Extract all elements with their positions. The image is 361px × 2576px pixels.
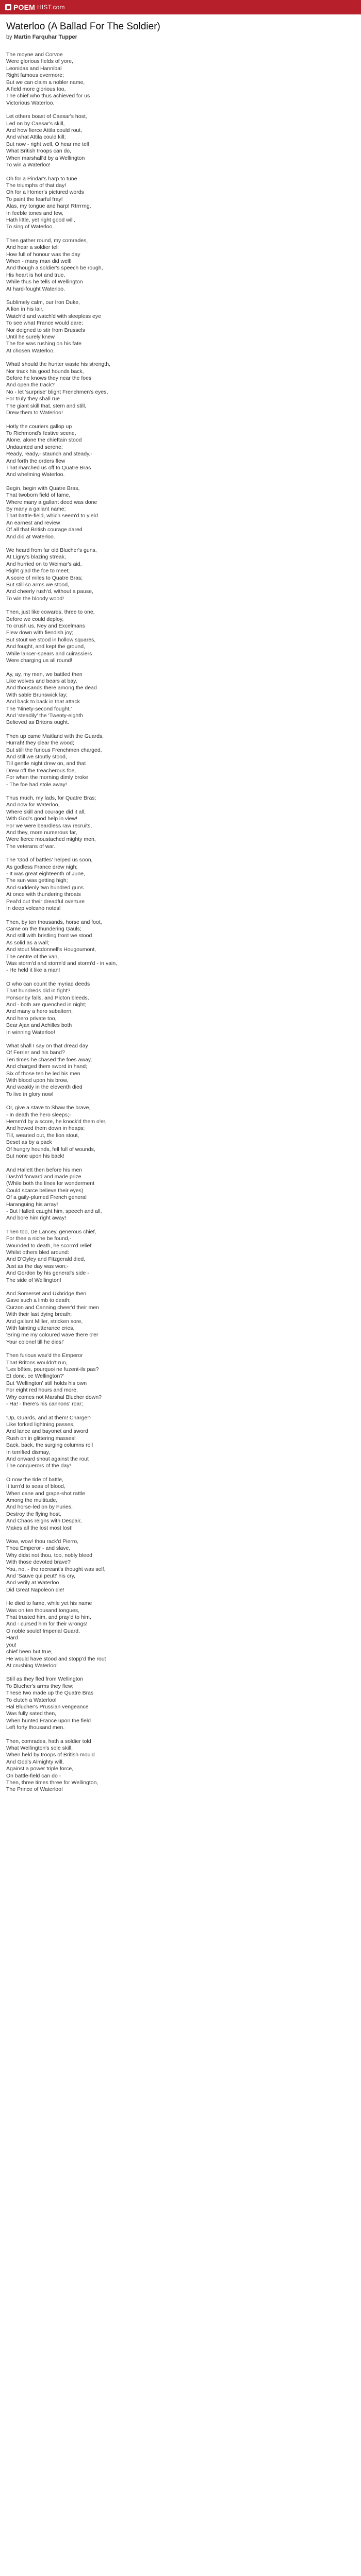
stanza bbox=[6, 1352, 355, 1408]
poem-line: Then up came Maitland with the Guards, bbox=[6, 733, 104, 739]
poem-line: Victorious Waterloo. bbox=[6, 99, 55, 106]
poem-line: What shall I say on that dread day bbox=[6, 1043, 88, 1049]
poem-line: And God's Almighty will, bbox=[6, 1758, 64, 1765]
poem-line: And 'steadily' the 'Twenty-eighth bbox=[6, 712, 84, 719]
poem-line: At chosen Waterloo. bbox=[6, 347, 55, 354]
poem-line: But we can claim a nobler name, bbox=[6, 79, 85, 86]
poem-line: Then furious wax'd the Emperor bbox=[6, 1352, 83, 1359]
poem-line: And open the track? bbox=[6, 382, 55, 388]
poem-line: And weakly in the eleventh died bbox=[6, 1084, 83, 1091]
poem-line: When held by troops of British mould bbox=[6, 1752, 95, 1758]
poem-line: And how fierce Attila could rout, bbox=[6, 127, 83, 134]
poem-line: 'Les bêtes, pourquoi ne fuzent-ils pas? bbox=[6, 1366, 99, 1373]
poem-line: Leonidas and Hannibal bbox=[6, 65, 62, 72]
poem-line: Oh for a Homer's pictured words bbox=[6, 189, 84, 196]
poem-line: - Ha! - there's his cannons' roar; bbox=[6, 1401, 83, 1408]
stanza bbox=[6, 1415, 355, 1470]
poem-line: And lance and bayonet and sword bbox=[6, 1428, 88, 1435]
poem-line: But none upon his back! bbox=[6, 1153, 64, 1160]
poem-line: The centre of the van, bbox=[6, 953, 59, 960]
poem-line: And they, more numerous far, bbox=[6, 829, 77, 836]
poem-line: Alas, my tongue and harp! Rtrrrrng, bbox=[6, 203, 91, 210]
poem-line: Watch'd and watch'd with sleepless eye bbox=[6, 313, 101, 319]
poem-line: Or, give a stave to Shaw the brave, bbox=[6, 1105, 91, 1111]
stanza bbox=[6, 733, 355, 788]
poem-line: That twoborn field of fame, bbox=[6, 492, 71, 499]
poem-line: Gave such a limb to death; bbox=[6, 1297, 71, 1304]
poem-line: With those devoted brave? bbox=[6, 1559, 71, 1566]
poem-line: Nor deigned to stir from Brussels bbox=[6, 327, 85, 333]
poem-line: And gallant Miller, stricken sore, bbox=[6, 1318, 83, 1325]
poem-line: Came on the thundering Gauls; bbox=[6, 925, 81, 932]
poem-line: Where skill and courage did it all, bbox=[6, 808, 86, 815]
poem-line: O now the tide of battle, bbox=[6, 1476, 63, 1483]
poem-line: Then gather round, my comrades, bbox=[6, 237, 88, 244]
poem-line: chief been but true, bbox=[6, 1649, 53, 1655]
poem-line: Was on ten thousand tongues, bbox=[6, 1607, 80, 1614]
poem-line: Beset as by a pack bbox=[6, 1139, 52, 1146]
stanza bbox=[6, 238, 355, 293]
poem-line: What British troops can do, bbox=[6, 148, 72, 155]
poem-line: Sublimely calm, our Iron Duke, bbox=[6, 299, 80, 306]
stanza bbox=[6, 547, 355, 602]
poem-line: Then, by ten thousands, horse and foot, bbox=[6, 919, 102, 925]
poem-line: Six of those ten he led his men bbox=[6, 1070, 80, 1077]
poem-line: An earnest and review bbox=[6, 519, 60, 526]
poem-line: (While both the lines for wonderment bbox=[6, 1180, 94, 1187]
poem-title: Waterloo (A Ballad For The Soldier) bbox=[6, 21, 160, 32]
poem-line: In feeble tones and few, bbox=[6, 210, 63, 216]
poem-line: For we were beardless raw recruits, bbox=[6, 822, 92, 829]
poem-line: Right famous evermore; bbox=[6, 72, 64, 79]
poem-line: The 'God of battles' helped us soon, bbox=[6, 857, 93, 863]
poem-line: Ten times he chased the foes away, bbox=[6, 1056, 92, 1063]
poem-line: The 'Ninety-second fought,' bbox=[6, 705, 72, 712]
poem-line: That marched us off to Quatre Bras bbox=[6, 464, 91, 471]
site-header bbox=[0, 0, 361, 14]
stanza bbox=[6, 1167, 355, 1222]
poem-line: And D'Oyley and Fitzgerald died, bbox=[6, 1256, 86, 1263]
poem-line: Wounded to death, he scorn'd relief bbox=[6, 1242, 92, 1249]
poem-line: The conquerors of the day! bbox=[6, 1463, 71, 1469]
poem-line: To paint the fearful fray! bbox=[6, 196, 63, 202]
poem-line: For when the morning dimly broke bbox=[6, 774, 88, 781]
poem-content bbox=[0, 14, 361, 1793]
poem-line: Did Great Napoleon die! bbox=[6, 1586, 64, 1593]
poem-line: On battle-field can do - bbox=[6, 1772, 61, 1779]
stanza bbox=[6, 1600, 355, 1669]
poem-line: Hal Blucher's Prussian vengeance bbox=[6, 1703, 89, 1710]
poem-line: And what Attila could kill; bbox=[6, 134, 66, 141]
poem-line: And many a hero subaltern, bbox=[6, 1008, 73, 1015]
poem-line: - In death the hero sleeps;- bbox=[6, 1111, 71, 1118]
poem-line: O who can count the myriad deeds bbox=[6, 980, 90, 987]
poem-line: It turn'd to seas of blood, bbox=[6, 1483, 65, 1490]
poem-line: Hurrah! they clear the wood; bbox=[6, 740, 74, 747]
poem-line: Why didst not thou, too, nobly bleed bbox=[6, 1552, 92, 1558]
poem-line: Flew down with fiendish joy; bbox=[6, 630, 74, 636]
poem-line: At Ligny's blazing streak, bbox=[6, 554, 66, 561]
poem-line: And charged them sword in hand; bbox=[6, 1063, 88, 1070]
poem-line: And did at Waterloo. bbox=[6, 533, 55, 540]
poem-line: Thou Emperor - and slave, bbox=[6, 1545, 71, 1552]
poem-line: And hewed them down in heaps; bbox=[6, 1125, 85, 1132]
stanza bbox=[6, 113, 355, 168]
stanza bbox=[6, 919, 355, 974]
poem-line: A score of miles to Quatre Bras; bbox=[6, 574, 83, 581]
poem-line: you! bbox=[6, 1641, 17, 1648]
poem-line: Of a gaily-plumed French general bbox=[6, 1194, 87, 1201]
poem-line: Back, back, the surging columns roll bbox=[6, 1442, 93, 1449]
poem-line: And stout Macdonnell's Hougoumont, bbox=[6, 946, 96, 953]
poem-line: While lancer-spears and cuirassiers bbox=[6, 650, 92, 657]
poem-line: Like forked lightning passes, bbox=[6, 1421, 75, 1428]
poem-line: Why comes not Marshal Blucher down? bbox=[6, 1394, 102, 1400]
poem-line: Nor track his good hounds back, bbox=[6, 368, 84, 375]
stanza bbox=[6, 299, 355, 354]
stanza bbox=[6, 485, 355, 540]
stanza bbox=[6, 1043, 355, 1098]
poem-line: Of all that British courage dared bbox=[6, 527, 83, 533]
poem-line: The sun was getting high; bbox=[6, 877, 68, 884]
poem-line: While thus he tells of Wellington bbox=[6, 279, 83, 285]
poem-line: For eight red hours and more, bbox=[6, 1387, 78, 1394]
poem-line: And cheerly rush'd, without a pause, bbox=[6, 588, 93, 595]
poem-line: Begin, begin with Quatre Bras, bbox=[6, 485, 80, 492]
poem-line: Right glad the foe to meet; bbox=[6, 568, 70, 574]
stanza bbox=[6, 176, 355, 231]
logo-text: POEM bbox=[13, 3, 36, 11]
poem-line: To live in glory now! bbox=[6, 1091, 54, 1097]
poem-line: Bear Ajax and Achilles both bbox=[6, 1022, 72, 1029]
poem-line: No - let 'surprise' blight Frenchmen's eyes, bbox=[6, 388, 108, 395]
poem-line: And hear a soldier tell bbox=[6, 244, 59, 251]
poem-line: And still with bristling front we stood bbox=[6, 933, 92, 939]
poem-line: To win a Waterloo! bbox=[6, 162, 51, 168]
poem-line: Et donc, ce Wellington?' bbox=[6, 1373, 64, 1380]
poem-line: And bore him right away! bbox=[6, 1215, 67, 1222]
poem-line: Till gentle night drew on, and that bbox=[6, 760, 86, 767]
poem-line: You, no, - the recreant's thought was self, bbox=[6, 1566, 106, 1572]
author-link[interactable]: Martin Farquhar Tupper bbox=[13, 34, 77, 40]
poem-line: Before he knows they near the foes bbox=[6, 375, 92, 382]
poem-line: Your colonel till he dies!' bbox=[6, 1338, 64, 1345]
poem-line: With their last dying breath; bbox=[6, 1311, 72, 1318]
poem-line: With God's good help in view! bbox=[6, 816, 77, 822]
poem-line: Makes all the lost most lost! bbox=[6, 1524, 73, 1531]
poem-line: With blood upon his brow, bbox=[6, 1077, 69, 1084]
poem-line: Destroy the flying host, bbox=[6, 1511, 61, 1517]
poem-line: In winning Waterloo! bbox=[6, 1029, 55, 1036]
poem-line: And fought, and kept the ground, bbox=[6, 643, 85, 650]
poem-line: Drew them to Waterloo! bbox=[6, 410, 63, 416]
poem-line: A field more glorious too, bbox=[6, 86, 66, 93]
poem-line: To clutch a Waterloo! bbox=[6, 1697, 57, 1703]
poem-line: And suddenly two hundred guns bbox=[6, 884, 84, 891]
stanza bbox=[6, 423, 355, 479]
stanza bbox=[6, 857, 355, 912]
poem-body bbox=[6, 52, 355, 1793]
poem-line: That battle-field, which seem'd to yield bbox=[6, 513, 98, 519]
poem-line: That trusted him, and pray'd to him, bbox=[6, 1614, 91, 1621]
poem-line: And though a soldier's speech be rough, bbox=[6, 265, 103, 272]
poem-line: Till, wearied out, the lion stout, bbox=[6, 1132, 79, 1139]
poem-line: Haranguing his array! bbox=[6, 1201, 58, 1208]
poem-line: In deep volcano notes! bbox=[6, 905, 61, 912]
poem-line: Were fierce moustached mighty men, bbox=[6, 836, 96, 843]
stanza bbox=[6, 361, 355, 416]
poem-line: To crush us, Ney and Excelmans bbox=[6, 623, 85, 630]
poem-line: Hotly the couriers gallop up bbox=[6, 423, 72, 430]
poem-line: Curzon and Canning cheer'd their men bbox=[6, 1304, 100, 1311]
poem-line: Against a power triple force, bbox=[6, 1766, 74, 1772]
poem-line: Of hungry hounds, fell full of wounds, bbox=[6, 1146, 95, 1153]
poem-line: The moyne and Corvoe bbox=[6, 52, 63, 58]
poem-line: 'Bring me my coloured wave there o'er bbox=[6, 1332, 99, 1338]
poem-line: Then too, De Lancey, generous chief, bbox=[6, 1228, 96, 1235]
poem-line: And thousands there among the dead bbox=[6, 685, 97, 691]
poem-line: As godless France drew nigh; bbox=[6, 863, 78, 870]
poem-line: Whilst others bled around: bbox=[6, 1249, 69, 1256]
poem-line: The triumphs of that day! bbox=[6, 182, 67, 189]
poem-line: 'Up, Guards, and at them! Charge!'- bbox=[6, 1414, 92, 1421]
poem-line: Were glorious fields of yore, bbox=[6, 58, 73, 65]
poem-line: Could scarce believe their eyes) bbox=[6, 1187, 84, 1194]
poem-line: Was storm'd and storm'd and storm'd - in vain, bbox=[6, 960, 118, 967]
stanza bbox=[6, 1229, 355, 1284]
poem-line: Dash'd forward and made prize bbox=[6, 1173, 81, 1180]
poem-line: But still so arms we stood, bbox=[6, 582, 69, 588]
poem-line: - It was great eighteenth of June, bbox=[6, 871, 85, 877]
poem-line: Like wolves and bears at bay, bbox=[6, 677, 77, 684]
stanza bbox=[6, 609, 355, 664]
poem-line: But 'Wellington' still holds his own bbox=[6, 1380, 87, 1386]
poem-line: But now - right well, O hear me tell bbox=[6, 141, 89, 147]
logo-icon bbox=[5, 4, 11, 10]
poem-line: To sing of Waterloo. bbox=[6, 224, 54, 230]
poem-line: With fainting utterance cries, bbox=[6, 1325, 75, 1332]
poem-line: Just as the day was won;- bbox=[6, 1263, 69, 1269]
poem-line: The foe was rushing on his fate bbox=[6, 341, 81, 347]
stanza bbox=[6, 1477, 355, 1532]
poem-line: What! should the hunter waste his strength, bbox=[6, 361, 110, 368]
poem-line: By many a gallant name; bbox=[6, 505, 66, 512]
poem-line: Wow, wow! thou rack'd Pierro, bbox=[6, 1538, 79, 1545]
poem-line: Ay, ay, my men, we battled then bbox=[6, 671, 83, 677]
stanza bbox=[6, 1676, 355, 1731]
poem-line: And 'Sauve qui peut!' his cry, bbox=[6, 1573, 75, 1580]
poem-line: And onward shout against the rout bbox=[6, 1455, 89, 1462]
poem-line: With sable Brunswick lay; bbox=[6, 691, 68, 698]
poem-line: In terrified dismay, bbox=[6, 1449, 50, 1455]
poem-line: How full of honour was the day bbox=[6, 251, 80, 258]
poem-line: That Britons wouldn't run, bbox=[6, 1359, 68, 1366]
stanza bbox=[6, 1291, 355, 1346]
poem-line: His heart is hot and true, bbox=[6, 272, 65, 278]
poem-line: Oh for a Pindar's harp to tune bbox=[6, 175, 77, 182]
stanza bbox=[6, 1105, 355, 1160]
poem-line: Believed as Britons ought. bbox=[6, 719, 69, 726]
poem-line: That hundreds did in fight? bbox=[6, 988, 71, 994]
poem-line: The veterans of war. bbox=[6, 843, 56, 850]
poem-line: What Wellington's sole skill, bbox=[6, 1744, 73, 1751]
poem-line: - The foe had stole away! bbox=[6, 781, 67, 788]
poem-line: And - cursed him for their wrongs! bbox=[6, 1621, 88, 1628]
poem-line: And back to back in that attack bbox=[6, 699, 80, 705]
poem-line: Hath little, yet right good will, bbox=[6, 216, 75, 223]
poem-line: Peal'd out their dreadful overture bbox=[6, 898, 85, 905]
poem-line: When cane and grape-shot rattle bbox=[6, 1490, 85, 1497]
poem-line: These two made up the Quatre Bras bbox=[6, 1690, 94, 1697]
poem-line: For thee a niche be found,- bbox=[6, 1235, 72, 1242]
poem-line: Undaunted and serene; bbox=[6, 444, 63, 450]
site-logo[interactable] bbox=[5, 3, 65, 11]
poem-line: And hero private too, bbox=[6, 1015, 57, 1022]
stanza bbox=[6, 671, 355, 726]
poem-line: Hard bbox=[6, 1635, 18, 1641]
poem-line: Still as they fled from Wellington bbox=[6, 1676, 84, 1683]
poem-line: And horse-led on by Furies, bbox=[6, 1504, 73, 1511]
poem-line: And forth the orders flew bbox=[6, 457, 65, 464]
poem-line: Left forty thousand men. bbox=[6, 1724, 65, 1731]
stanza bbox=[6, 52, 355, 107]
poem-line: A lion in his lair, bbox=[6, 306, 44, 313]
stanza bbox=[6, 795, 355, 850]
poem-line: To see what France would dare; bbox=[6, 320, 83, 327]
poem-line: And Chaos reigns with Despair, bbox=[6, 1518, 82, 1524]
poem-line: And Somerset and Uxbridge then bbox=[6, 1291, 87, 1297]
stanza bbox=[6, 1738, 355, 1793]
poem-line: Hemm'd by a score, he knock'd them o'er, bbox=[6, 1118, 107, 1125]
poem-line: Let others boast of Caesar's host, bbox=[6, 113, 87, 120]
stanza bbox=[6, 1538, 355, 1594]
poem-line: And whelming Waterloo. bbox=[6, 471, 65, 478]
poem-line: And Hallett then before his men bbox=[6, 1166, 83, 1173]
poem-line: Among the multitude, bbox=[6, 1497, 58, 1503]
poem-line: Alone, alone the chieftain stood bbox=[6, 437, 82, 444]
poem-line: When marshall'd by a Wellington bbox=[6, 155, 85, 161]
poem-line: The side of Wellington! bbox=[6, 1277, 61, 1283]
poem-line: And now for Waterloo, bbox=[6, 802, 60, 808]
poem-line: And hurried on to Weimar's aid, bbox=[6, 561, 82, 567]
poem-line: But still the furious Frenchmen charged, bbox=[6, 747, 102, 753]
poem-line: O noble sould! Imperial Guard, bbox=[6, 1628, 80, 1634]
poem-line: Then, three times three for Wellington, bbox=[6, 1780, 99, 1786]
poem-line: Ponsonby falls, and Picton bleeds, bbox=[6, 994, 89, 1001]
poem-line: Drew off the treacherous foe, bbox=[6, 767, 76, 774]
poem-byline bbox=[6, 34, 355, 40]
poem-line: To Blucher's arms they flew; bbox=[6, 1683, 74, 1689]
poem-line: Were charging us all round! bbox=[6, 657, 73, 664]
poem-line: For truly they shall rue bbox=[6, 396, 60, 402]
poem-line: He died to fame, while yet his name bbox=[6, 1600, 92, 1607]
poem-line: As solid as a wall; bbox=[6, 939, 50, 946]
poem-line: Ready, ready,- staunch and steady,- bbox=[6, 451, 92, 457]
poem-line: He would have stood and stopp'd the rout bbox=[6, 1655, 106, 1662]
poem-line: To Richmond's festive scene, bbox=[6, 430, 76, 436]
poem-line: Then, comrades, hath a soldier told bbox=[6, 1738, 91, 1744]
poem-line: Before we could deploy, bbox=[6, 616, 64, 622]
poem-line: And verily at Waterloo bbox=[6, 1580, 59, 1586]
byline-prefix: by bbox=[6, 34, 12, 40]
poem-line: Where many a gallant deed was done bbox=[6, 499, 97, 505]
poem-line: Was fully sated then, bbox=[6, 1710, 57, 1717]
poem-line: When hunted France upon the field bbox=[6, 1717, 91, 1724]
poem-line: - He held it like a man! bbox=[6, 967, 60, 974]
poem-line: At crushing Waterloo! bbox=[6, 1662, 58, 1669]
poem-line: Until he surely knew bbox=[6, 334, 55, 341]
poem-line: The chief who thus achieved for us bbox=[6, 93, 90, 99]
poem-line: Of Ferrier and his band? bbox=[6, 1049, 65, 1056]
poem-line: Led on by Caesar's skill, bbox=[6, 120, 65, 127]
poem-line: Then, just like cowards, three to one, bbox=[6, 609, 95, 616]
poem-line: We heard from far old Blucher's guns, bbox=[6, 547, 97, 553]
poem-line: And Gordon by his general's side - bbox=[6, 1270, 89, 1277]
poem-line: And still we stoutly stood, bbox=[6, 753, 67, 760]
poem-line: The giant skill that, stern and still, bbox=[6, 402, 87, 409]
logo-suffix: HIST.com bbox=[37, 4, 65, 11]
poem-line: When - many man did well! bbox=[6, 258, 72, 264]
poem-line: But stout we stood in hollow squares, bbox=[6, 636, 96, 643]
stanza bbox=[6, 981, 355, 1036]
poem-line: At once with thundering throats bbox=[6, 891, 81, 898]
poem-line: And - both are quenched in night; bbox=[6, 1001, 87, 1008]
poem-line: At hard-fought Waterloo. bbox=[6, 285, 65, 292]
poem-line: To win the bloody wood! bbox=[6, 595, 64, 602]
poem-line: Rush on in glittering masses! bbox=[6, 1435, 76, 1442]
poem-line: - But Hallett caught him, speech and all, bbox=[6, 1208, 102, 1214]
poem-line: The Prince of Waterloo! bbox=[6, 1786, 63, 1793]
poem-line: Thus much, my lads, for Quatre Bras; bbox=[6, 795, 96, 801]
